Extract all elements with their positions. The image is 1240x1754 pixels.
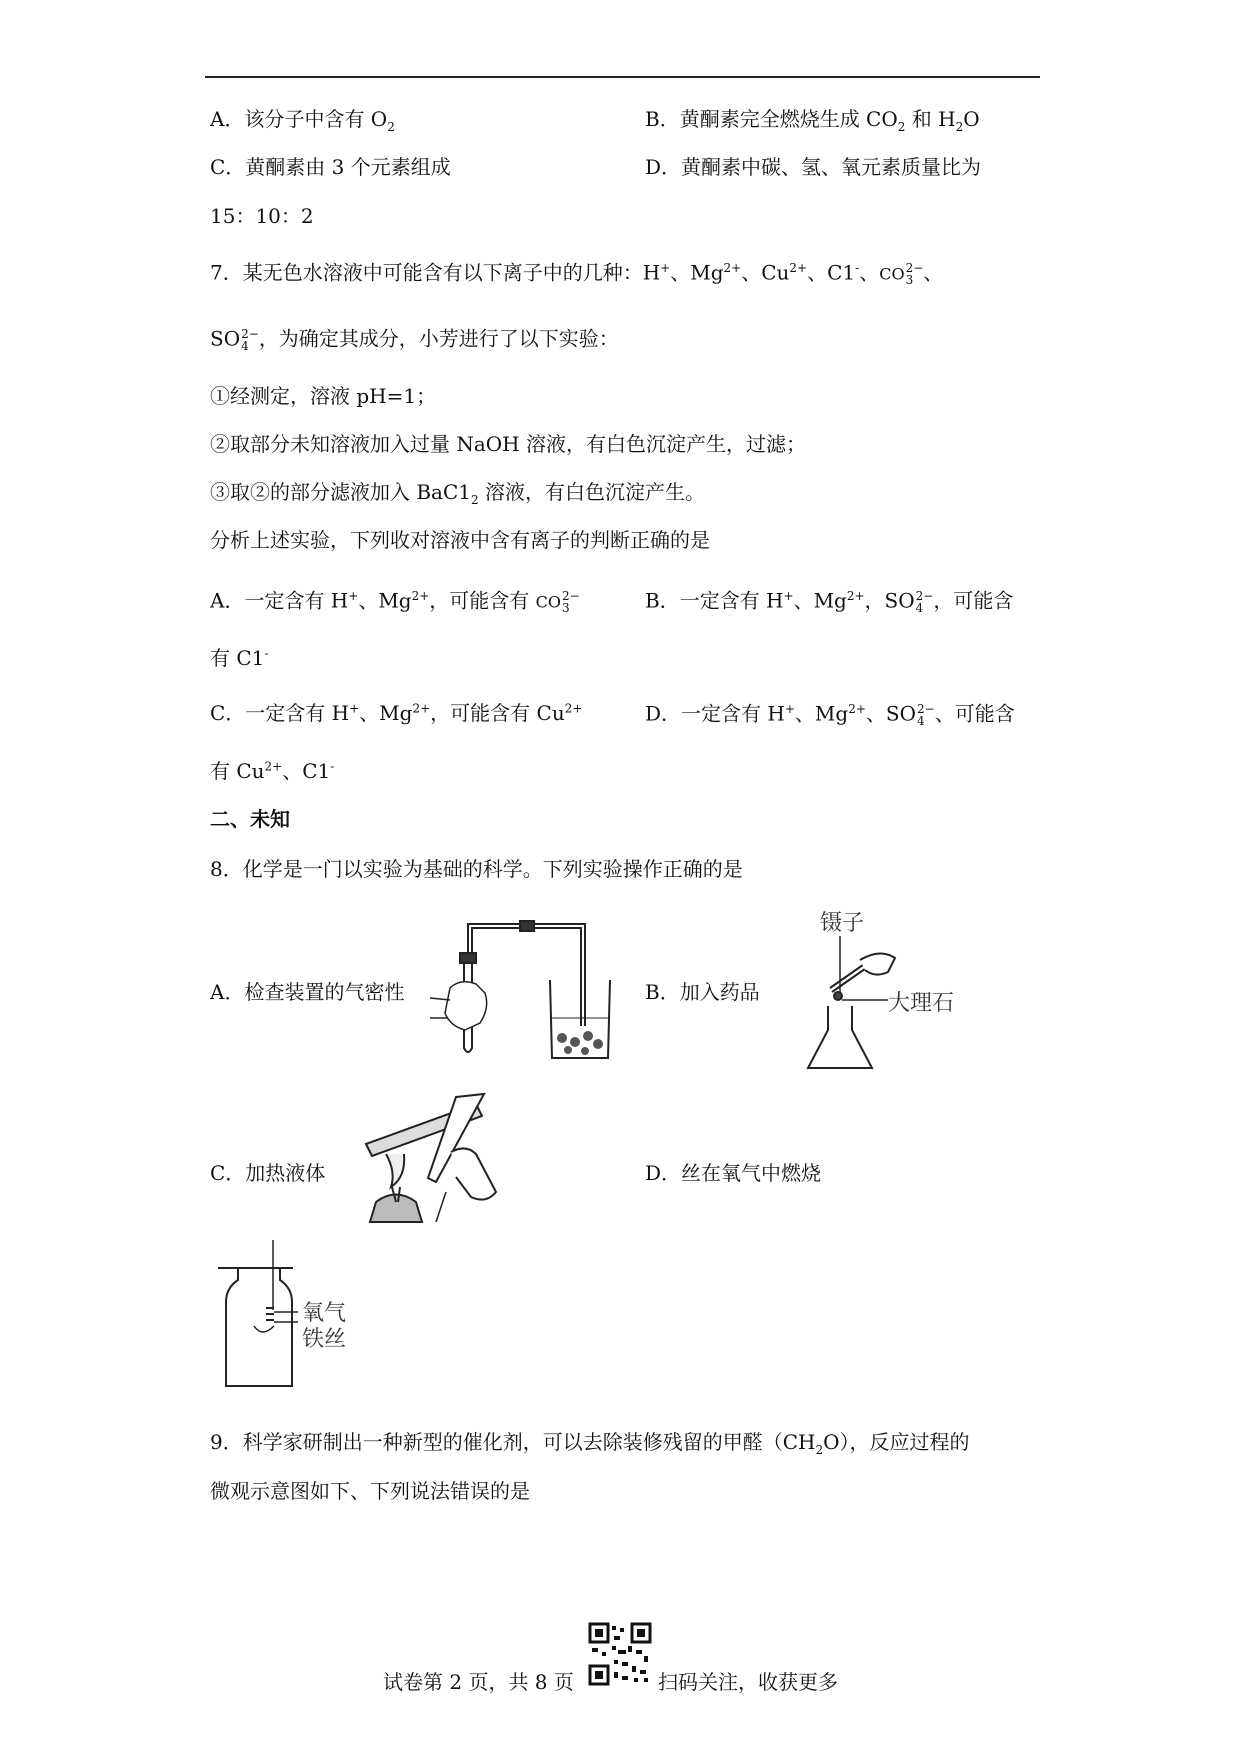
figure-heating-liquid [356,1092,521,1234]
q6-option-b: B．黄酮素完全燃烧生成 $CO_2$ 和 $H_2O$ [645,107,980,134]
q8-option-d: D．丝在氧气中燃烧 [645,1161,822,1185]
qr-code-icon [588,1622,652,1686]
q8-stem: 8．化学是一门以实验为基础的科学。下列实验操作正确的是 [210,857,743,881]
q7-step3: ③取②的部分滤液加入 $BaC1_2$ 溶液，有白色沉淀产生。 [210,480,706,507]
q7-option-d-cont: 有 $Cu^{2+}$、C1- [210,759,335,783]
footer-page-info: 试卷第 2 页，共 8 页 [383,1670,574,1694]
q6-option-d: D．黄酮素中碳、氢、氧元素质量比为 [645,155,982,179]
q8-option-c: C．加热液体 [210,1161,326,1185]
q8-option-a: A．检查装置的气密性 [210,980,405,1004]
q7-stem-line2: SO 2− 4 ，为确定其成分，小芳进行了以下实验： [210,326,619,353]
q8-option-b: B．加入药品 [645,980,760,1004]
label-oxygen: 氧气 [302,1301,347,1326]
q7-option-d: D．一定含有 H+、$Mg^{2+}$、SO 2− 4 、可能含 [645,701,1015,728]
figure-airtightness [430,918,620,1060]
q7-option-c: C．一定含有 H+、$Mg^{2+}$，可能含有 $Cu^{2+}$ [210,701,583,725]
section-heading: 二、未知 [210,807,290,831]
q7-step2: ②取部分未知溶液加入过量 NaOH 溶液，有白色沉淀产生，过滤； [210,432,806,456]
q7-step1: ①经测定，溶液 pH=1； [210,384,437,408]
figure-iron-wire [218,1240,398,1390]
figure-adding-reagent [800,900,980,1072]
label-tweezers: 镊子 [820,911,865,936]
label-iron-wire: 铁丝 [302,1327,347,1352]
q7-option-b-cont: 有 C1- [210,646,269,670]
q7-option-b: B．一定含有 H+、$Mg^{2+}$，SO 2− 4 ，可能含 [645,588,1014,615]
header-rule [205,76,1040,78]
q6-option-d-cont: 15：10：2 [210,204,314,228]
q7-stem: 7．某无色水溶液中可能含有以下离子中的几种：H+、$Mg^{2+}$、$Cu^{2+}$、C1-、CO 2− 3 、 [210,260,944,287]
q6-option-a: A．该分子中含有 $O_2$ [210,107,395,134]
q9-line2: 微观示意图如下、下列说法错误的是 [210,1479,530,1503]
q6-option-c: C．黄酮素由 3 个元素组成 [210,155,451,179]
label-marble: 大理石 [888,991,955,1016]
footer-qr-caption: 扫码关注，收获更多 [658,1670,838,1694]
q7-analysis: 分析上述实验，下列收对溶液中含有离子的判断正确的是 [210,528,710,552]
q9-line1: 9．科学家研制出一种新型的催化剂，可以去除装修残留的甲醛$(CH_2O)$，反应过程的 [210,1430,970,1457]
q7-option-a: A．一定含有 H+、$Mg^{2+}$，可能含有 CO 2− 3 [210,588,580,615]
